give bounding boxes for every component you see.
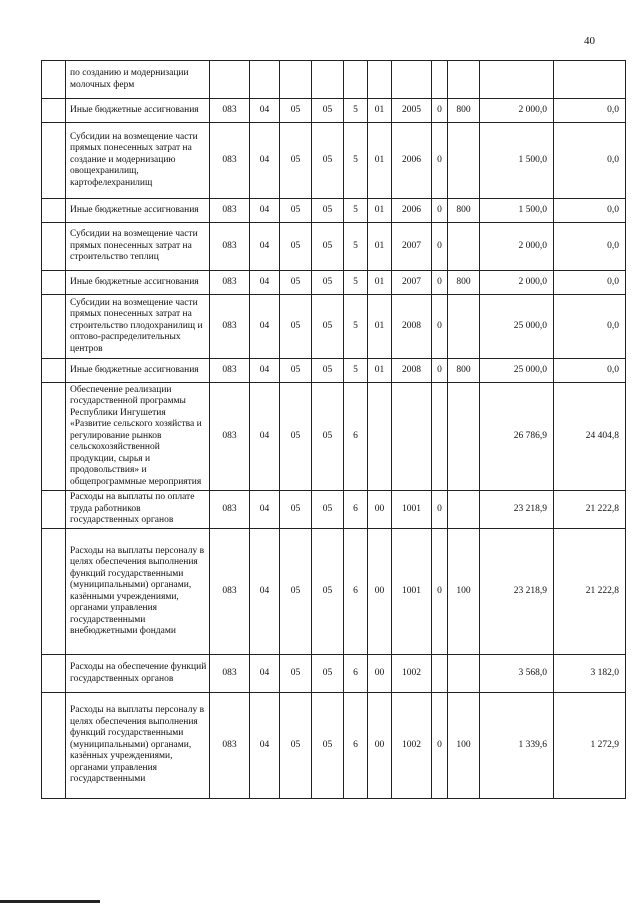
code-cell: 083 xyxy=(210,223,250,271)
code-cell: 1002 xyxy=(392,693,432,799)
code-cell: 1001 xyxy=(392,491,432,529)
code-cell: 05 xyxy=(312,295,344,359)
code-cell: 05 xyxy=(312,99,344,123)
code-cell: 05 xyxy=(312,359,344,383)
code-cell: 04 xyxy=(250,123,280,199)
code-cell xyxy=(448,223,480,271)
code-cell: 05 xyxy=(312,123,344,199)
row-description: Расходы на выплаты персоналу в целях обеспечения выполнения функций государственными (муниципальными) органами, казёнными учреждениями, органами управления государственными внебюджетными фондами xyxy=(66,529,210,655)
row-description: Расходы на выплаты персоналу в целях обеспечения выполнения функций государственными (муниципальными) органами, казённых учреждениями, органами управления государственными xyxy=(66,693,210,799)
code-cell xyxy=(392,383,432,491)
code-cell: 05 xyxy=(280,491,312,529)
amount-cell: 25 000,0 xyxy=(480,295,554,359)
blank-cell xyxy=(42,123,66,199)
code-cell xyxy=(250,61,280,99)
code-cell xyxy=(368,383,392,491)
table-row xyxy=(42,529,626,655)
blank-cell xyxy=(42,99,66,123)
code-cell: 083 xyxy=(210,655,250,693)
code-cell: 083 xyxy=(210,383,250,491)
amount-cell: 0,0 xyxy=(554,123,626,199)
code-cell: 2006 xyxy=(392,123,432,199)
code-cell: 0 xyxy=(432,223,448,271)
code-cell: 04 xyxy=(250,383,280,491)
code-cell: 6 xyxy=(344,383,368,491)
row-description: Иные бюджетные ассигнования xyxy=(66,359,210,383)
code-cell: 05 xyxy=(312,655,344,693)
code-cell: 05 xyxy=(280,199,312,223)
table-row xyxy=(42,271,626,295)
row-description: Расходы на выплаты по оплате труда работников государственных органов xyxy=(66,491,210,529)
code-cell: 083 xyxy=(210,693,250,799)
code-cell: 5 xyxy=(344,295,368,359)
blank-cell xyxy=(42,491,66,529)
code-cell: 2008 xyxy=(392,359,432,383)
scan-artifact xyxy=(0,900,100,903)
table-row xyxy=(42,491,626,529)
code-cell: 0 xyxy=(432,123,448,199)
code-cell: 04 xyxy=(250,295,280,359)
blank-cell xyxy=(42,383,66,491)
code-cell: 05 xyxy=(312,693,344,799)
code-cell: 0 xyxy=(432,693,448,799)
blank-cell xyxy=(42,271,66,295)
amount-cell: 21 222,8 xyxy=(554,529,626,655)
blank-cell xyxy=(42,223,66,271)
code-cell: 083 xyxy=(210,199,250,223)
code-cell: 100 xyxy=(448,693,480,799)
code-cell: 5 xyxy=(344,223,368,271)
code-cell: 5 xyxy=(344,99,368,123)
code-cell: 05 xyxy=(312,383,344,491)
table-row xyxy=(42,655,626,693)
code-cell: 05 xyxy=(280,529,312,655)
amount-cell: 0,0 xyxy=(554,223,626,271)
amount-cell: 25 000,0 xyxy=(480,359,554,383)
code-cell: 04 xyxy=(250,99,280,123)
code-cell: 01 xyxy=(368,123,392,199)
code-cell: 05 xyxy=(280,295,312,359)
table-row xyxy=(42,295,626,359)
code-cell: 05 xyxy=(280,223,312,271)
row-description: Иные бюджетные ассигнования xyxy=(66,271,210,295)
amount-cell: 0,0 xyxy=(554,359,626,383)
amount-cell: 1 500,0 xyxy=(480,123,554,199)
code-cell: 800 xyxy=(448,359,480,383)
amount-cell: 2 000,0 xyxy=(480,99,554,123)
code-cell xyxy=(432,655,448,693)
code-cell: 0 xyxy=(432,199,448,223)
code-cell xyxy=(312,61,344,99)
code-cell xyxy=(448,61,480,99)
code-cell: 083 xyxy=(210,123,250,199)
code-cell: 100 xyxy=(448,529,480,655)
code-cell xyxy=(392,61,432,99)
amount-cell xyxy=(554,61,626,99)
amount-cell xyxy=(480,61,554,99)
table-row xyxy=(42,223,626,271)
table-row xyxy=(42,123,626,199)
code-cell: 2008 xyxy=(392,295,432,359)
code-cell: 0 xyxy=(432,359,448,383)
amount-cell: 3 568,0 xyxy=(480,655,554,693)
code-cell: 05 xyxy=(312,223,344,271)
code-cell: 2007 xyxy=(392,223,432,271)
blank-cell xyxy=(42,359,66,383)
code-cell xyxy=(210,61,250,99)
code-cell xyxy=(448,123,480,199)
amount-cell: 0,0 xyxy=(554,199,626,223)
row-description: Субсидии на возмещение части прямых понесенных затрат на создание и модернизацию овощехранилищ, картофелехранилищ xyxy=(66,123,210,199)
code-cell: 0 xyxy=(432,491,448,529)
code-cell: 05 xyxy=(280,359,312,383)
code-cell: 083 xyxy=(210,491,250,529)
code-cell: 2005 xyxy=(392,99,432,123)
code-cell xyxy=(280,61,312,99)
code-cell xyxy=(448,491,480,529)
amount-cell: 1 500,0 xyxy=(480,199,554,223)
code-cell: 01 xyxy=(368,295,392,359)
amount-cell: 23 218,9 xyxy=(480,529,554,655)
code-cell: 0 xyxy=(432,529,448,655)
table-body xyxy=(42,61,626,799)
code-cell: 01 xyxy=(368,223,392,271)
code-cell xyxy=(432,61,448,99)
amount-cell: 2 000,0 xyxy=(480,223,554,271)
code-cell: 05 xyxy=(280,655,312,693)
code-cell: 1001 xyxy=(392,529,432,655)
row-description: Субсидии на возмещение части прямых понесенных затрат на строительство теплиц xyxy=(66,223,210,271)
code-cell: 5 xyxy=(344,359,368,383)
code-cell: 01 xyxy=(368,271,392,295)
row-description: Расходы на обеспечение функций государственных органов xyxy=(66,655,210,693)
code-cell: 04 xyxy=(250,655,280,693)
code-cell: 6 xyxy=(344,529,368,655)
code-cell: 800 xyxy=(448,271,480,295)
code-cell: 05 xyxy=(280,99,312,123)
code-cell: 6 xyxy=(344,693,368,799)
code-cell: 00 xyxy=(368,693,392,799)
row-description: по созданию и модернизации молочных ферм xyxy=(66,61,210,99)
table-row xyxy=(42,99,626,123)
code-cell xyxy=(368,61,392,99)
row-description: Субсидии на возмещение части прямых понесенных затрат на строительство плодохранилищ и оптово-распределительных центров xyxy=(66,295,210,359)
code-cell: 083 xyxy=(210,99,250,123)
code-cell: 0 xyxy=(432,271,448,295)
amount-cell: 26 786,9 xyxy=(480,383,554,491)
code-cell: 01 xyxy=(368,99,392,123)
table-row xyxy=(42,61,626,99)
code-cell: 04 xyxy=(250,529,280,655)
blank-cell xyxy=(42,199,66,223)
code-cell: 6 xyxy=(344,491,368,529)
code-cell: 05 xyxy=(312,491,344,529)
code-cell: 05 xyxy=(312,199,344,223)
code-cell: 04 xyxy=(250,359,280,383)
table-row xyxy=(42,199,626,223)
blank-cell xyxy=(42,693,66,799)
code-cell: 5 xyxy=(344,271,368,295)
amount-cell: 24 404,8 xyxy=(554,383,626,491)
row-description: Иные бюджетные ассигнования xyxy=(66,199,210,223)
code-cell xyxy=(448,383,480,491)
amount-cell: 0,0 xyxy=(554,271,626,295)
amount-cell: 1 272,9 xyxy=(554,693,626,799)
code-cell: 04 xyxy=(250,491,280,529)
code-cell: 1002 xyxy=(392,655,432,693)
code-cell: 04 xyxy=(250,693,280,799)
code-cell: 00 xyxy=(368,655,392,693)
page-number: 40 xyxy=(584,35,595,47)
code-cell xyxy=(448,295,480,359)
amount-cell: 23 218,9 xyxy=(480,491,554,529)
amount-cell: 0,0 xyxy=(554,99,626,123)
code-cell: 083 xyxy=(210,271,250,295)
code-cell: 5 xyxy=(344,199,368,223)
code-cell: 00 xyxy=(368,491,392,529)
code-cell: 800 xyxy=(448,199,480,223)
code-cell: 083 xyxy=(210,295,250,359)
budget-table xyxy=(41,60,626,799)
code-cell: 083 xyxy=(210,359,250,383)
blank-cell xyxy=(42,295,66,359)
code-cell: 0 xyxy=(432,295,448,359)
code-cell: 6 xyxy=(344,655,368,693)
code-cell: 05 xyxy=(280,383,312,491)
code-cell: 01 xyxy=(368,359,392,383)
code-cell xyxy=(448,655,480,693)
amount-cell: 2 000,0 xyxy=(480,271,554,295)
amount-cell: 3 182,0 xyxy=(554,655,626,693)
code-cell: 00 xyxy=(368,529,392,655)
code-cell: 2007 xyxy=(392,271,432,295)
code-cell xyxy=(344,61,368,99)
code-cell: 800 xyxy=(448,99,480,123)
table-row xyxy=(42,383,626,491)
code-cell: 04 xyxy=(250,199,280,223)
blank-cell xyxy=(42,655,66,693)
code-cell xyxy=(432,383,448,491)
code-cell: 05 xyxy=(312,529,344,655)
code-cell: 04 xyxy=(250,271,280,295)
code-cell: 05 xyxy=(280,123,312,199)
table-row xyxy=(42,693,626,799)
code-cell: 083 xyxy=(210,529,250,655)
blank-cell xyxy=(42,61,66,99)
code-cell: 04 xyxy=(250,223,280,271)
code-cell: 0 xyxy=(432,99,448,123)
code-cell: 05 xyxy=(280,271,312,295)
code-cell: 05 xyxy=(312,271,344,295)
code-cell: 5 xyxy=(344,123,368,199)
code-cell: 05 xyxy=(280,693,312,799)
table-row xyxy=(42,359,626,383)
row-description: Обеспечение реализации государственной программы Республики Ингушетия «Развитие сельского хозяйства и регулирование рынков сельскохозяйственной продукции, сырья и продовольствия» и общепрограммные мероприятия xyxy=(66,383,210,491)
blank-cell xyxy=(42,529,66,655)
code-cell: 2006 xyxy=(392,199,432,223)
amount-cell: 21 222,8 xyxy=(554,491,626,529)
code-cell: 01 xyxy=(368,199,392,223)
row-description: Иные бюджетные ассигнования xyxy=(66,99,210,123)
amount-cell: 1 339,6 xyxy=(480,693,554,799)
amount-cell: 0,0 xyxy=(554,295,626,359)
